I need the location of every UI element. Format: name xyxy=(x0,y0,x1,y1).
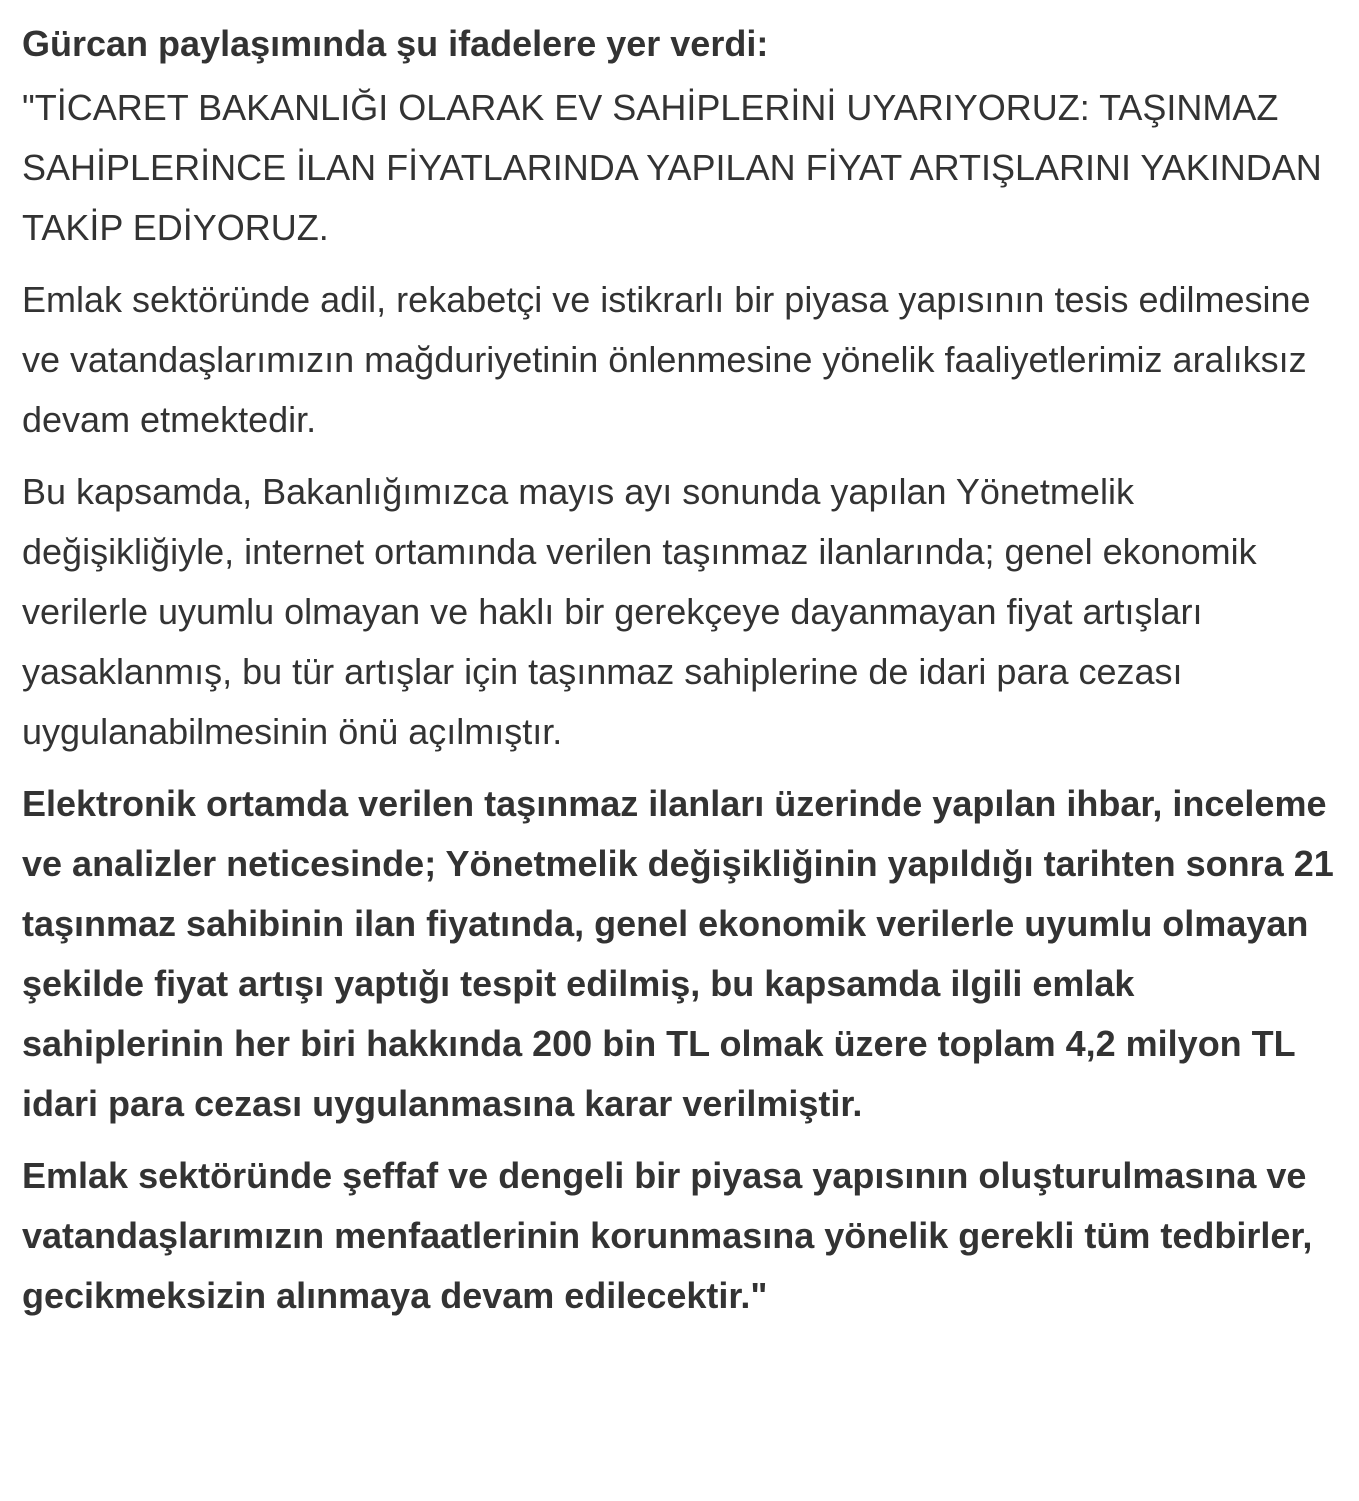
paragraph-penalty-decision: Elektronik ortamda verilen taşınmaz ilanları üzerinde yapılan ihbar, inceleme ve analizler neticesinde; Yönetmelik değişikliğinin yapıldığı tarihten sonra 21 taşınmaz sahibinin ilan fiyatında, genel ekonomik verilerle uyumlu olmayan şekilde fiyat artışı yaptığı tespit edilmiş, bu kapsamda ilgili emlak sahiplerinin her biri hakkında 200 bin TL olmak üzere toplam 4,2 milyon TL idari para cezası uygulanmasına karar verilmiştir. xyxy=(22,783,1334,1124)
paragraph-market-activities: Emlak sektöründe adil, rekabetçi ve istikrarlı bir piyasa yapısının tesis edilmesine ve vatandaşlarımızın mağduriyetinin önlenmesine yönelik faaliyetlerimiz aralıksız devam etmektedir. xyxy=(22,279,1311,440)
intro-paragraph: Gürcan paylaşımında şu ifadelere yer verdi: xyxy=(22,23,769,64)
quote-heading-paragraph: "TİCARET BAKANLIĞI OLARAK EV SAHİPLERİNİ UYARIYORUZ: TAŞINMAZ SAHİPLERİNCE İLAN FİYATLARINDA YAPILAN FİYAT ARTIŞLARINI YAKINDAN TAKİP EDİYORUZ. xyxy=(22,87,1322,248)
paragraph-regulation-change: Bu kapsamda, Bakanlığımızca mayıs ayı sonunda yapılan Yönetmelik değişikliğiyle, internet ortamında verilen taşınmaz ilanlarında; genel ekonomik verilerle uyumlu olmayan ve haklı bir gerekçeye dayanmayan fiyat artışları yasaklanmış, bu tür artışlar için taşınmaz sahiplerine de idari para cezası uygulanabilmesinin önü açılmıştır. xyxy=(22,471,1257,752)
paragraph-closing-statement: Emlak sektöründe şeffaf ve dengeli bir piyasa yapısının oluşturulmasına ve vatandaşlarımızın menfaatlerinin korunmasına yönelik gerekli tüm tedbirler, gecikmeksizin alınmaya devam edilecektir." xyxy=(22,1155,1313,1316)
